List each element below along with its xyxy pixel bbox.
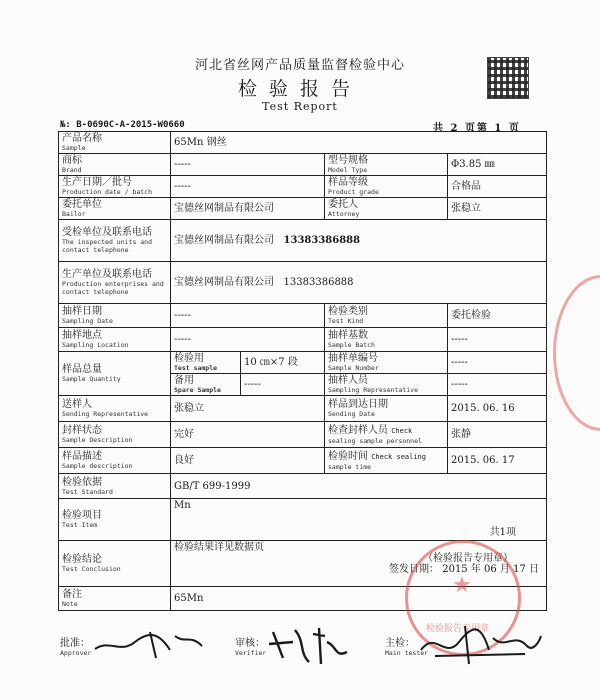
row-bailor <box>59 198 547 220</box>
row-sending-rep <box>59 396 547 422</box>
conclusion-value: 检验结果详见数据页 <box>174 542 264 553</box>
inspected-unit-value <box>171 220 547 262</box>
label-cn: 生产日期／批号 <box>62 177 132 188</box>
label-cn: 样品到达日期 <box>328 399 388 410</box>
qr-code-icon <box>487 57 529 99</box>
sampling-date-value: ----- <box>171 304 325 328</box>
label-en: Sample <box>62 144 86 152</box>
label-en: Production date / batch <box>62 188 153 196</box>
label-en: Production enterprises and contact telephone <box>62 280 164 296</box>
product-grade-value: 合格品 <box>448 176 547 198</box>
row-production-date <box>59 176 547 198</box>
label-cn: 备用 <box>174 375 194 386</box>
attorney-value: 张稳立 <box>448 198 547 220</box>
sample-batch-value: ----- <box>448 328 547 352</box>
sampling-location-value: ----- <box>171 328 325 352</box>
seal-checker-label-cn: 检查封样人员 <box>328 424 388 436</box>
side-seal-icon <box>553 275 600 431</box>
label-cn: 委托单位 <box>62 199 102 210</box>
row-sample <box>59 132 547 154</box>
approver-signature-icon <box>90 624 210 664</box>
main-tester-label-cn: 主检： <box>385 638 415 649</box>
sample-number-value: ----- <box>448 352 547 374</box>
row-sampling-date <box>59 304 547 328</box>
main-tester-label-en: Main tester <box>385 649 429 657</box>
seal-checker-value: 张静 <box>448 422 547 448</box>
label-cn: 检验类别 <box>328 306 368 317</box>
production-date-value: ----- <box>171 176 325 198</box>
label-cn: 抽样日期 <box>62 306 102 317</box>
label-cn: 封样状态 <box>62 425 102 436</box>
row-production-enterprise <box>59 262 547 304</box>
main-tester-signature-icon <box>415 620 545 668</box>
seal-text: 检验报告专用章 <box>426 624 490 634</box>
label-en: Test Item <box>62 521 98 529</box>
label-cn: 检验项目 <box>62 510 102 521</box>
label-en: Brand <box>62 166 82 174</box>
label-cn: 备注 <box>62 589 82 600</box>
check-time-label-cn: 检验时间 <box>328 450 368 462</box>
report-title-cn: 检验报告 <box>237 78 362 100</box>
inspected-unit-name: 宝德丝网制品有限公司 <box>174 235 274 246</box>
approver-label-en: Approver <box>60 649 92 657</box>
model-value: Φ3.85 ㎜ <box>448 154 547 176</box>
production-enterprise-phone: 13383386888 <box>283 277 354 288</box>
label-en: Sending Representative <box>62 410 149 418</box>
label-cn: 生产单位及联系电话 <box>62 269 152 280</box>
label-en: Sampling Representative <box>328 386 419 394</box>
label-cn: 样品等级 <box>328 177 368 188</box>
row-sample-quantity-test <box>59 352 547 374</box>
sending-rep-value: 张稳立 <box>171 396 325 422</box>
label-en: Test Standard <box>62 487 113 496</box>
test-standard-value: GB/T 699-1999 <box>171 474 547 499</box>
test-item-value: Mn <box>174 500 191 511</box>
main-tester-block <box>385 634 428 657</box>
label-en: Attorney <box>328 210 360 218</box>
label-cn: 委托人 <box>328 199 358 210</box>
sample-value: 65Mn 钢丝 <box>171 132 547 154</box>
label-en: Sample Batch <box>328 341 375 349</box>
label-en: Test Kind <box>328 317 364 325</box>
row-note <box>59 587 547 611</box>
label-en: Sample description <box>62 462 133 470</box>
stamp-note: （检验报告专用章） <box>423 553 514 564</box>
brand-value: ----- <box>171 154 325 176</box>
sign-date: 签发日期： 2015 年 06 月 17 日 <box>389 564 540 575</box>
label-cn: 抽样人员 <box>328 375 368 386</box>
test-kind-value: 委托检验 <box>448 304 547 328</box>
label-cn: 送样人 <box>62 399 92 410</box>
label-en: Bailor <box>62 210 86 218</box>
label-en: sealing sample personnel <box>328 436 422 445</box>
label-cn: 产品名称 <box>62 133 102 144</box>
label-en: Sample Quantity <box>62 375 121 383</box>
label-cn <box>328 451 444 463</box>
report-title-en: Test Report <box>262 100 338 113</box>
verifier-block <box>235 634 266 657</box>
label-cn: 检验用 <box>174 353 204 364</box>
report-table <box>58 131 547 611</box>
label-cn <box>328 425 444 437</box>
label-cn: 抽样基数 <box>328 330 368 341</box>
label-en: Sample Number <box>328 364 379 372</box>
seal-star-icon: ★ <box>452 573 472 598</box>
label-cn: 样品描述 <box>62 451 102 462</box>
label-en: Product grade <box>328 188 379 196</box>
row-sampling-location <box>59 328 547 352</box>
note-value: 65Mn <box>171 587 547 611</box>
signature-footer <box>60 630 540 680</box>
label-en: Spare Sample <box>174 386 221 394</box>
label-cn: 检验依据 <box>62 476 102 488</box>
sampling-rep-value: ----- <box>448 374 547 396</box>
verifier-label-en: Verifier <box>235 649 267 657</box>
seal-checker-label-en-a: Check <box>391 426 413 435</box>
test-item-cell <box>171 499 547 541</box>
label-cn: 样品总量 <box>62 364 102 375</box>
test-sample-value: 10 ㎝×7 段 <box>241 352 325 374</box>
approver-label-cn: 批准： <box>60 638 90 649</box>
row-brand <box>59 154 547 176</box>
row-test-item <box>59 499 547 541</box>
label-en: Sampling Date <box>62 317 113 325</box>
label-en: Sampling Location <box>62 341 129 349</box>
verifier-signature-icon <box>265 622 355 670</box>
row-inspected-unit <box>59 220 547 262</box>
label-en: sample time <box>328 462 372 471</box>
production-enterprise-value <box>171 262 547 304</box>
label-en: Test Conclusion <box>62 565 121 573</box>
verifier-label-cn: 审核： <box>235 638 265 649</box>
check-time-label-en-a: Check sealing <box>371 452 426 461</box>
label-en: Model Type <box>328 166 368 174</box>
approver-block <box>60 634 91 657</box>
label-cn: 检验结论 <box>62 554 102 565</box>
label-en: Sending Date <box>328 410 375 418</box>
label-en: The inspected units and contact telephone <box>62 238 153 254</box>
seal-state-value: 完好 <box>171 422 325 448</box>
sample-desc-value: 良好 <box>171 448 325 474</box>
label-en: Sample Description <box>62 436 133 444</box>
label-cn: 商标 <box>62 155 82 166</box>
organization-name: 河北省丝网产品质量监督检验中心 <box>194 58 405 73</box>
check-time-value: 2015. 06. 17 <box>448 448 547 474</box>
spare-sample-value: ----- <box>241 374 325 396</box>
report-number: №: B-0690C-A-2015-W0660 <box>60 120 185 130</box>
label-en: Test sample <box>174 364 218 372</box>
bailor-value: 宝德丝网制品有限公司 <box>171 198 325 220</box>
label-cn: 受检单位及联系电话 <box>62 227 152 238</box>
production-enterprise-name: 宝德丝网制品有限公司 <box>174 277 274 288</box>
row-conclusion <box>59 541 547 587</box>
page-count: 共 2 页第 1 页 <box>433 123 521 134</box>
row-seal-state <box>59 422 547 448</box>
label-en: Note <box>62 600 78 608</box>
label-cn: 抽样地点 <box>62 330 102 341</box>
test-item-count: 共1项 <box>489 527 517 538</box>
label-cn: 型号规格 <box>328 155 368 166</box>
row-sample-desc <box>59 448 547 474</box>
inspected-unit-phone: 13383386888 <box>283 235 361 246</box>
sending-date-value: 2015. 06. 16 <box>448 396 547 422</box>
conclusion-cell <box>171 541 547 587</box>
row-test-standard <box>59 474 547 499</box>
label-cn: 抽样单编号 <box>328 353 378 364</box>
